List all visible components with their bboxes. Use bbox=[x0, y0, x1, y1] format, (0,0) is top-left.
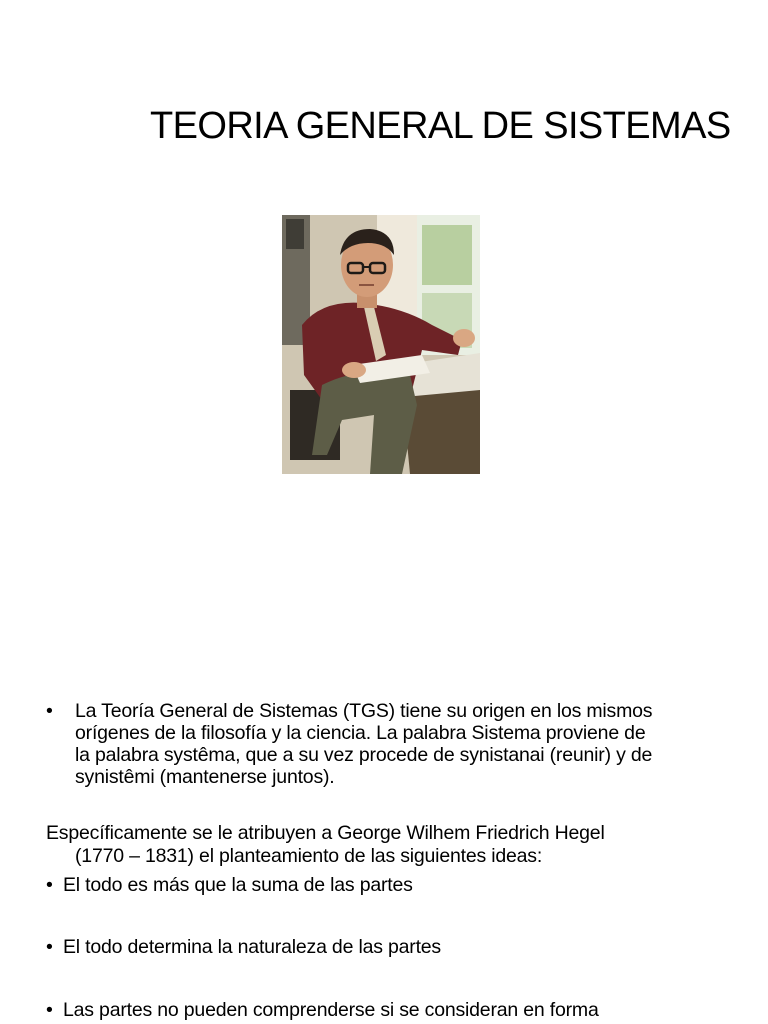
paragraph-line: (1770 – 1831) el planteamiento de las siguientes ideas: bbox=[75, 845, 543, 867]
bullet-line: synistêmi (mantenerse juntos). bbox=[75, 766, 335, 788]
bullet-symbol: • bbox=[46, 936, 53, 958]
bullet-item-tgs-origin bbox=[46, 700, 746, 790]
bullet-line: orígenes de la filosofía y la ciencia. La palabra Sistema proviene de bbox=[75, 722, 646, 744]
bullet-symbol: • bbox=[46, 999, 53, 1021]
bullet-line: La Teoría General de Sistemas (TGS) tiene su origen en los mismos bbox=[75, 700, 653, 722]
bullet-text: El todo determina la naturaleza de las partes bbox=[63, 936, 441, 958]
bullet-item-idea bbox=[46, 999, 746, 1023]
bullet-item-idea bbox=[46, 936, 746, 960]
slide-title: TEORIA GENERAL DE SISTEMAS bbox=[150, 105, 731, 147]
bullet-symbol: • bbox=[46, 700, 53, 722]
bullet-text: El todo es más que la suma de las partes bbox=[63, 874, 413, 896]
bullet-line: la palabra systêma, que a su vez procede de synistanai (reunir) y de bbox=[75, 744, 653, 766]
bullet-text bbox=[75, 700, 735, 788]
paragraph-line: Específicamente se le atribuyen a George Wilhem Friedrich Hegel bbox=[46, 822, 605, 844]
bullet-text: Las partes no pueden comprenderse si se consideran en forma bbox=[63, 999, 599, 1021]
bullet-symbol: • bbox=[46, 874, 53, 896]
bullet-item-idea bbox=[46, 874, 746, 898]
portrait-photo bbox=[282, 215, 480, 474]
portrait-illustration bbox=[282, 215, 480, 474]
